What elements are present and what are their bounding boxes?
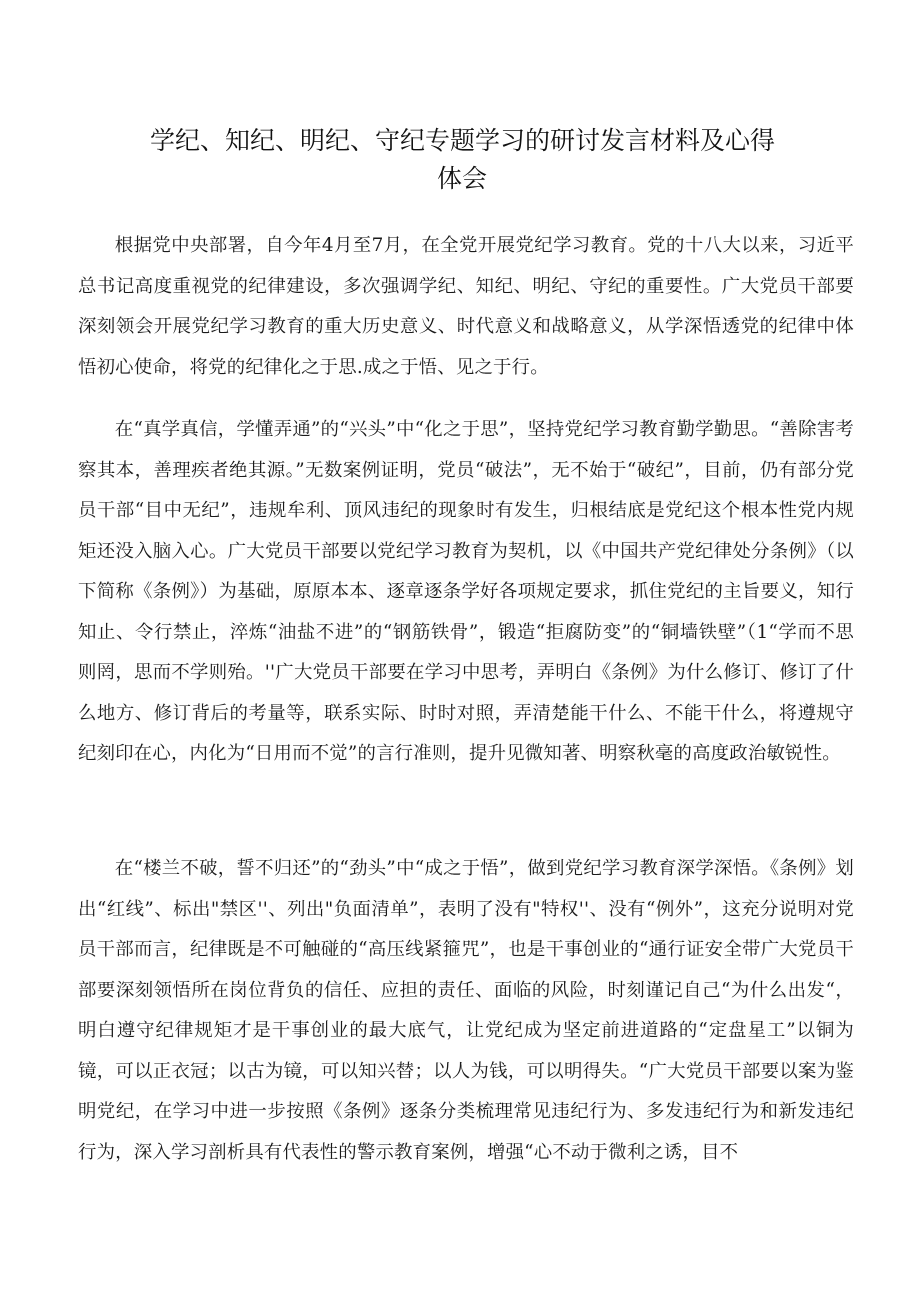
title-line-2: 体会 — [436, 164, 487, 193]
document-title — [150, 122, 790, 198]
paragraph-3: 在“楼兰不破，誓不归还”的“劲头”中“成之于悟”，做到党纪学习教育深学深悟。《条例》划出“红线”、标出"禁区''、列出"负面清单”，表明了没有"特权''、没有“例外”，这充分说明对党员干部而言，纪律既是不可触碰的“高压线紧箍咒”，也是干事创业的“通行证安全带广大党员干部要深刻领悟所在岗位背负的信任、应担的责任、面临的风险，时刻谨记自己“为什么出发“，明白遵守纪律规矩才是干事创业的最大底气，让党纪成为坚定前进道路的“定盘星工”以铜为镜，可以正衣冠；以古为镜，可以知兴替；以人为钱，可以明得失。“广大党员干部要以案为鉴明党纪，在学习中进一步按照《条例》逐条分类梳理常见违纪行为、多发违纪行为和新发违纪行为，深入学习剖析具有代表性的警示教育案例，增强“心不动于微利之诱，目不 — [78, 858, 854, 1163]
paragraph-1: 根据党中央部署，自今年4月至7月，在全党开展党纪学习教育。党的十八大以来，习近平总书记高度重视党的纪律建设，多次强调学纪、知纪、明纪、守纪的重要性。广大党员干部要深刻领会开展党纪学习教育的重大历史意义、时代意义和战略意义，从学深悟透党的纪律中体悟初心使命，将党的纪律化之于思.成之于悟、见之于行。 — [78, 235, 854, 378]
paragraph-2: 在“真学真信，学懂弄通”的“兴头”中“化之于思”，坚持党纪学习教育勤学勤思。“善除害考察其本，善理疾者绝其源。”无数案例证明，党员“破法”，无不始于“破纪”，目前，仍有部分党员干部“目中无纪”，违规牟利、顶风违纪的现象时有发生，归根结底是党纪这个根本性党内规矩还没入脑入心。广大党员干部要以党纪学习教育为契机，以《中国共产党纪律处分条例》（以下简称《条例》）为基础，原原本本、逐章逐条学好各项规定要求，抓住党纪的主旨要义，知行知止、令行禁止，淬炼“油盐不进”的“钢筋铁骨”，锻造“拒腐防变”的“铜墙铁壁”（1“学而不思则罔，思而不学则殆。''广大党员干部要在学习中思考，弄明白《条例》为什么修订、修订了什么地方、修订背后的考量等，联系实际、时时对照，弄清楚能干什么、不能干什么，将遵规守纪刻印在心，内化为“日用而不觉”的言行准则，提升见微知著、明察秋毫的高度政治敏锐性。 — [78, 419, 854, 764]
title-line-1: 学纪、知纪、明纪、守纪专题学习的研讨发言材料及心得 — [150, 126, 776, 155]
